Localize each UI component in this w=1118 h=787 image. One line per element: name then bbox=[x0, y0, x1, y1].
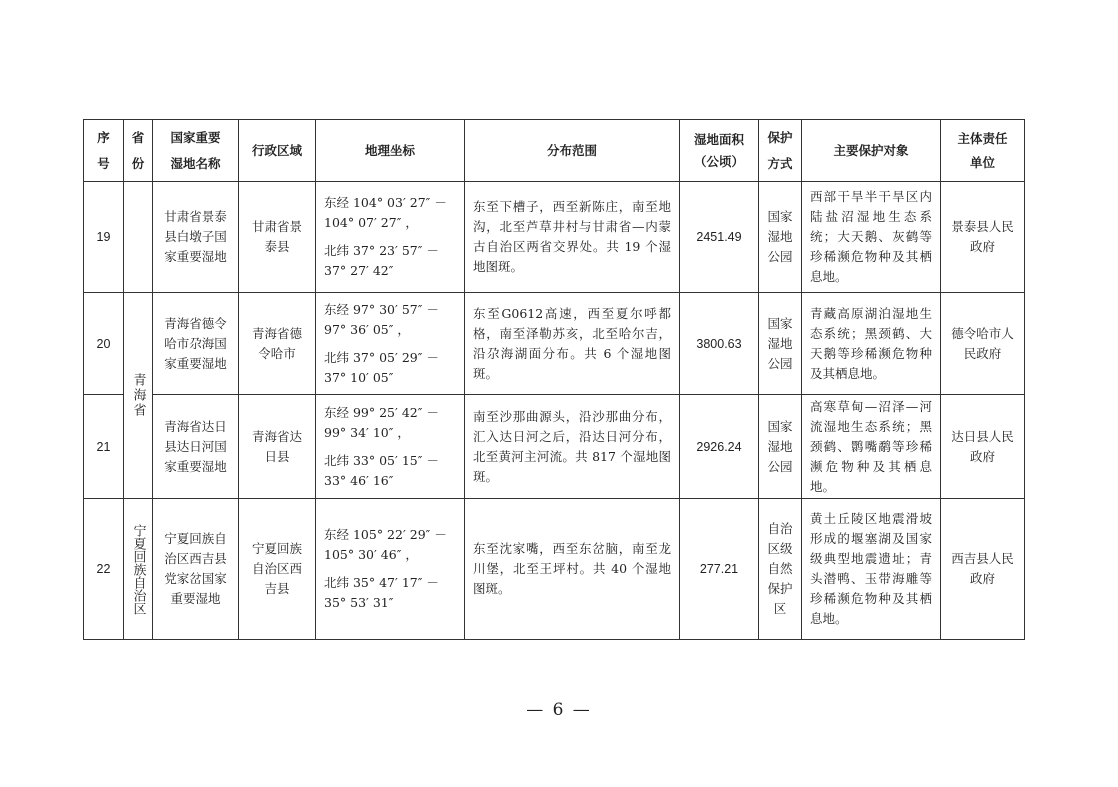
table-row bbox=[84, 293, 1025, 395]
distribution-extent: 东至G0612高速，西至夏尔呼都格，南至泽勒苏亥，北至哈尔吉，沿尕海湖面分布。共 6 个湿地图斑。 bbox=[465, 293, 680, 395]
header-name: 国家重要湿地名称 bbox=[153, 120, 239, 182]
admin-region: 青海省达日县 bbox=[239, 395, 316, 499]
table-header-row bbox=[84, 120, 1025, 182]
geo-coords bbox=[316, 293, 465, 395]
row-seq: 19 bbox=[84, 182, 124, 293]
admin-region: 甘肃省景泰县 bbox=[239, 182, 316, 293]
distribution-extent: 东至下槽子，西至新陈庄，南至地沟，北至芦草井村与甘肃省—内蒙古自治区两省交界处。共 19 个湿地图斑。 bbox=[465, 182, 680, 293]
header-authority: 主体责任单位 bbox=[941, 120, 1025, 182]
wetland-table bbox=[83, 119, 1025, 640]
latitude: 北纬 37° 23′ 57″ －37° 27′ 42″ bbox=[324, 243, 439, 278]
responsible-unit: 景泰县人民政府 bbox=[941, 182, 1025, 293]
protection-targets: 西部干旱半干旱区内陆盐沼湿地生态系统；大天鹅、灰鹤等珍稀濒危物种及其栖息地。 bbox=[802, 182, 941, 293]
province-qinghai bbox=[124, 293, 153, 499]
responsible-unit: 西吉县人民政府 bbox=[941, 499, 1025, 640]
longitude: 东经 104° 03′ 27″ －104° 07′ 27″ ， bbox=[324, 195, 447, 230]
protection-method: 国家湿地公园 bbox=[759, 182, 802, 293]
header-coords: 地理坐标 bbox=[316, 120, 465, 182]
header-extent: 分布范围 bbox=[465, 120, 680, 182]
responsible-unit: 达日县人民政府 bbox=[941, 395, 1025, 499]
responsible-unit: 德令哈市人民政府 bbox=[941, 293, 1025, 395]
province-label: 宁夏回族自治区 bbox=[130, 523, 146, 615]
protection-targets: 青藏高原湖泊湿地生态系统；黑颈鹤、大天鹅等珍稀濒危物种及其栖息地。 bbox=[802, 293, 941, 395]
admin-region: 宁夏回族自治区西吉县 bbox=[239, 499, 316, 640]
wetland-area: 2451.49 bbox=[680, 182, 759, 293]
geo-coords bbox=[316, 499, 465, 640]
latitude: 北纬 37° 05′ 29″ －37° 10′ 05″ bbox=[324, 349, 439, 385]
header-seq: 序号 bbox=[84, 120, 124, 182]
latitude: 北纬 35° 47′ 17″ －35° 53′ 31″ bbox=[324, 575, 439, 610]
wetland-name: 宁夏回族自治区西吉县党家岔国家重要湿地 bbox=[153, 499, 239, 640]
protection-targets: 高寒草甸—沼泽—河流湿地生态系统；黑颈鹤、鹮嘴鹬等珍稀濒危物种及其栖息地。 bbox=[802, 395, 941, 499]
header-region: 行政区域 bbox=[239, 120, 316, 182]
header-protection: 保护方式 bbox=[759, 120, 802, 182]
table-row bbox=[84, 395, 1025, 499]
admin-region: 青海省德令哈市 bbox=[239, 293, 316, 395]
row-seq: 20 bbox=[84, 293, 124, 395]
wetland-area: 3800.63 bbox=[680, 293, 759, 395]
province-label: 青海省 bbox=[130, 373, 146, 418]
wetland-name: 青海省德令哈市尕海国家重要湿地 bbox=[153, 293, 239, 395]
distribution-extent: 东至沈家嘴，西至东岔脑，南至龙川堡，北至王坪村。共 40 个湿地图斑。 bbox=[465, 499, 680, 640]
province-cell-empty bbox=[124, 182, 153, 293]
header-province: 省份 bbox=[124, 120, 153, 182]
province-ningxia bbox=[124, 499, 153, 640]
protection-targets: 黄土丘陵区地震滑坡形成的堰塞湖及国家级典型地震遗址；青头潜鸭、玉带海雕等珍稀濒危物种及其栖息地。 bbox=[802, 499, 941, 640]
row-seq: 22 bbox=[84, 499, 124, 640]
geo-coords bbox=[316, 395, 465, 499]
longitude: 东经 97° 30′ 57″ －97° 36′ 05″ ， bbox=[324, 301, 439, 337]
protection-method: 国家湿地公园 bbox=[759, 293, 802, 395]
protection-method: 国家湿地公园 bbox=[759, 395, 802, 499]
wetland-name: 青海省达日县达日河国家重要湿地 bbox=[153, 395, 239, 499]
wetland-area: 277.21 bbox=[680, 499, 759, 640]
geo-coords bbox=[316, 182, 465, 293]
table-row bbox=[84, 182, 1025, 293]
table-row bbox=[84, 499, 1025, 640]
longitude: 东经 105° 22′ 29″ －105° 30′ 46″ ， bbox=[324, 527, 447, 562]
longitude: 东经 99° 25′ 42″ －99° 34′ 10″ ， bbox=[324, 404, 439, 440]
latitude: 北纬 33° 05′ 15″ －33° 46′ 16″ bbox=[324, 452, 439, 488]
page-number: — 6 — bbox=[526, 700, 592, 720]
header-area: 湿地面积（公顷） bbox=[680, 120, 759, 182]
wetland-name: 甘肃省景泰县白墩子国家重要湿地 bbox=[153, 182, 239, 293]
row-seq: 21 bbox=[84, 395, 124, 499]
wetland-area: 2926.24 bbox=[680, 395, 759, 499]
header-targets: 主要保护对象 bbox=[802, 120, 941, 182]
protection-method: 自治区级自然保护区 bbox=[759, 499, 802, 640]
distribution-extent: 南至沙那曲源头，沿沙那曲分布，汇入达日河之后，沿达日河分布，北至黄河主河流。共 817 个湿地图斑。 bbox=[465, 395, 680, 499]
